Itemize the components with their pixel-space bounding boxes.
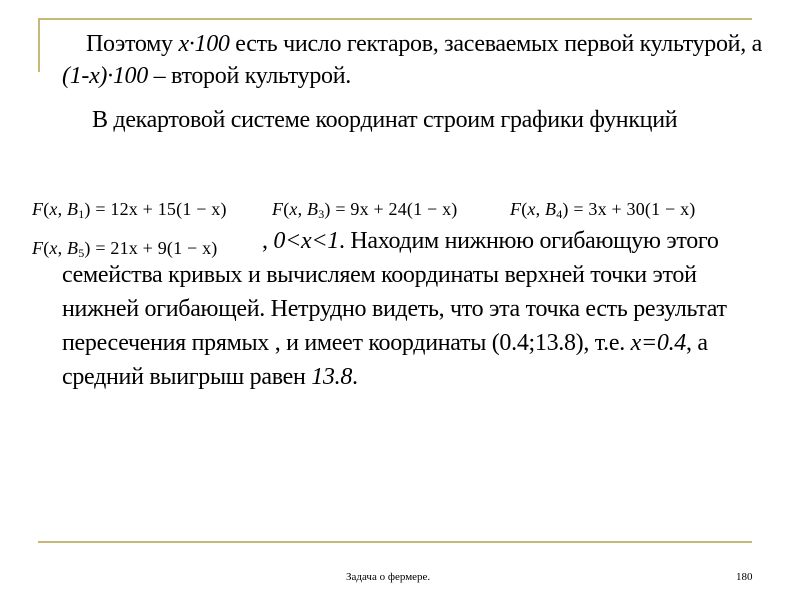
paragraph1-text-3: – второй культурой. [147,63,351,89]
page-number: 180 [736,571,753,583]
paragraph1-text-1: Поэтому [86,31,179,57]
formula-b3-name: F [272,199,284,219]
formula-b5-sub: 5 [78,246,85,260]
formula-b4: F(x, $B_4) = 3x + 30(1 - x)$ [510,199,696,221]
paragraph2-text: В декартовой системе координат строим графики функций [92,107,678,133]
paragraph3-text-4: . [352,364,358,390]
formula-b1-arg: B [67,199,79,219]
formula-b3-sub: 3 [318,207,325,221]
formula-b4-arg: B [545,199,557,219]
formula-b1-sub: 1 [78,207,85,221]
formula-b5-expr: = 21x + 9(1 − x) [95,238,218,258]
paragraph3-expr-gain: 13.8 [311,364,353,390]
formula-b4-sub: 4 [556,207,563,221]
formula-b3-arg: B [307,199,319,219]
formula-b5: F(x, $B_5) = 21x + 9(1 - x)$ [32,238,218,260]
paragraph-hectares [62,28,774,92]
formula-b4-expr: = 3x + 30(1 − x) [573,199,696,219]
paragraph3-text-3: , а средний выигрыш равен [62,330,708,390]
paragraph1-expr-x100: x·100 [178,31,230,57]
formula-b5-name: F [32,238,44,258]
paragraph1-text-2: есть число гектаров, засеваемых первой культурой, а [229,31,762,57]
top-decoration-line [38,18,752,20]
formula-b1-expr: = 12x + 15(1 − x) [95,199,227,219]
formula-b5-arg: B [67,238,79,258]
formula-b3-expr: = 9x + 24(1 − x) [335,199,458,219]
paragraph1-expr-1mx100: (1-x)·100 [62,63,148,89]
paragraph3-expr-x04: x=0.4 [630,330,686,356]
formula-b3: F(x, $B_3) = 9x + 24(1 - x)$ [272,199,458,221]
paragraph3-text-2: . Находим нижнюю огибающую этого семейства кривых и вычисляем координаты верхней точки этой нижней огибающей. Нетрудно видеть, что эта точка есть результат пересечения прямых , и имеет координаты (0.4;13.8), т.е. [62,228,727,356]
paragraph3-expr-range: 0<x<1 [273,228,339,254]
formula-b4-name: F [510,199,522,219]
formula-b1-name: F [32,199,44,219]
bottom-decoration-line [38,541,752,543]
footer-title: Задача о фермере. [346,571,431,583]
formula-b1: F(x, $B_1) = 12x + 15(1 - x)$ [32,199,227,221]
paragraph-cartesian [62,104,774,136]
left-decoration-line [38,18,40,72]
paragraph-envelope [62,224,774,394]
paragraph3-text-1: , [262,228,274,254]
